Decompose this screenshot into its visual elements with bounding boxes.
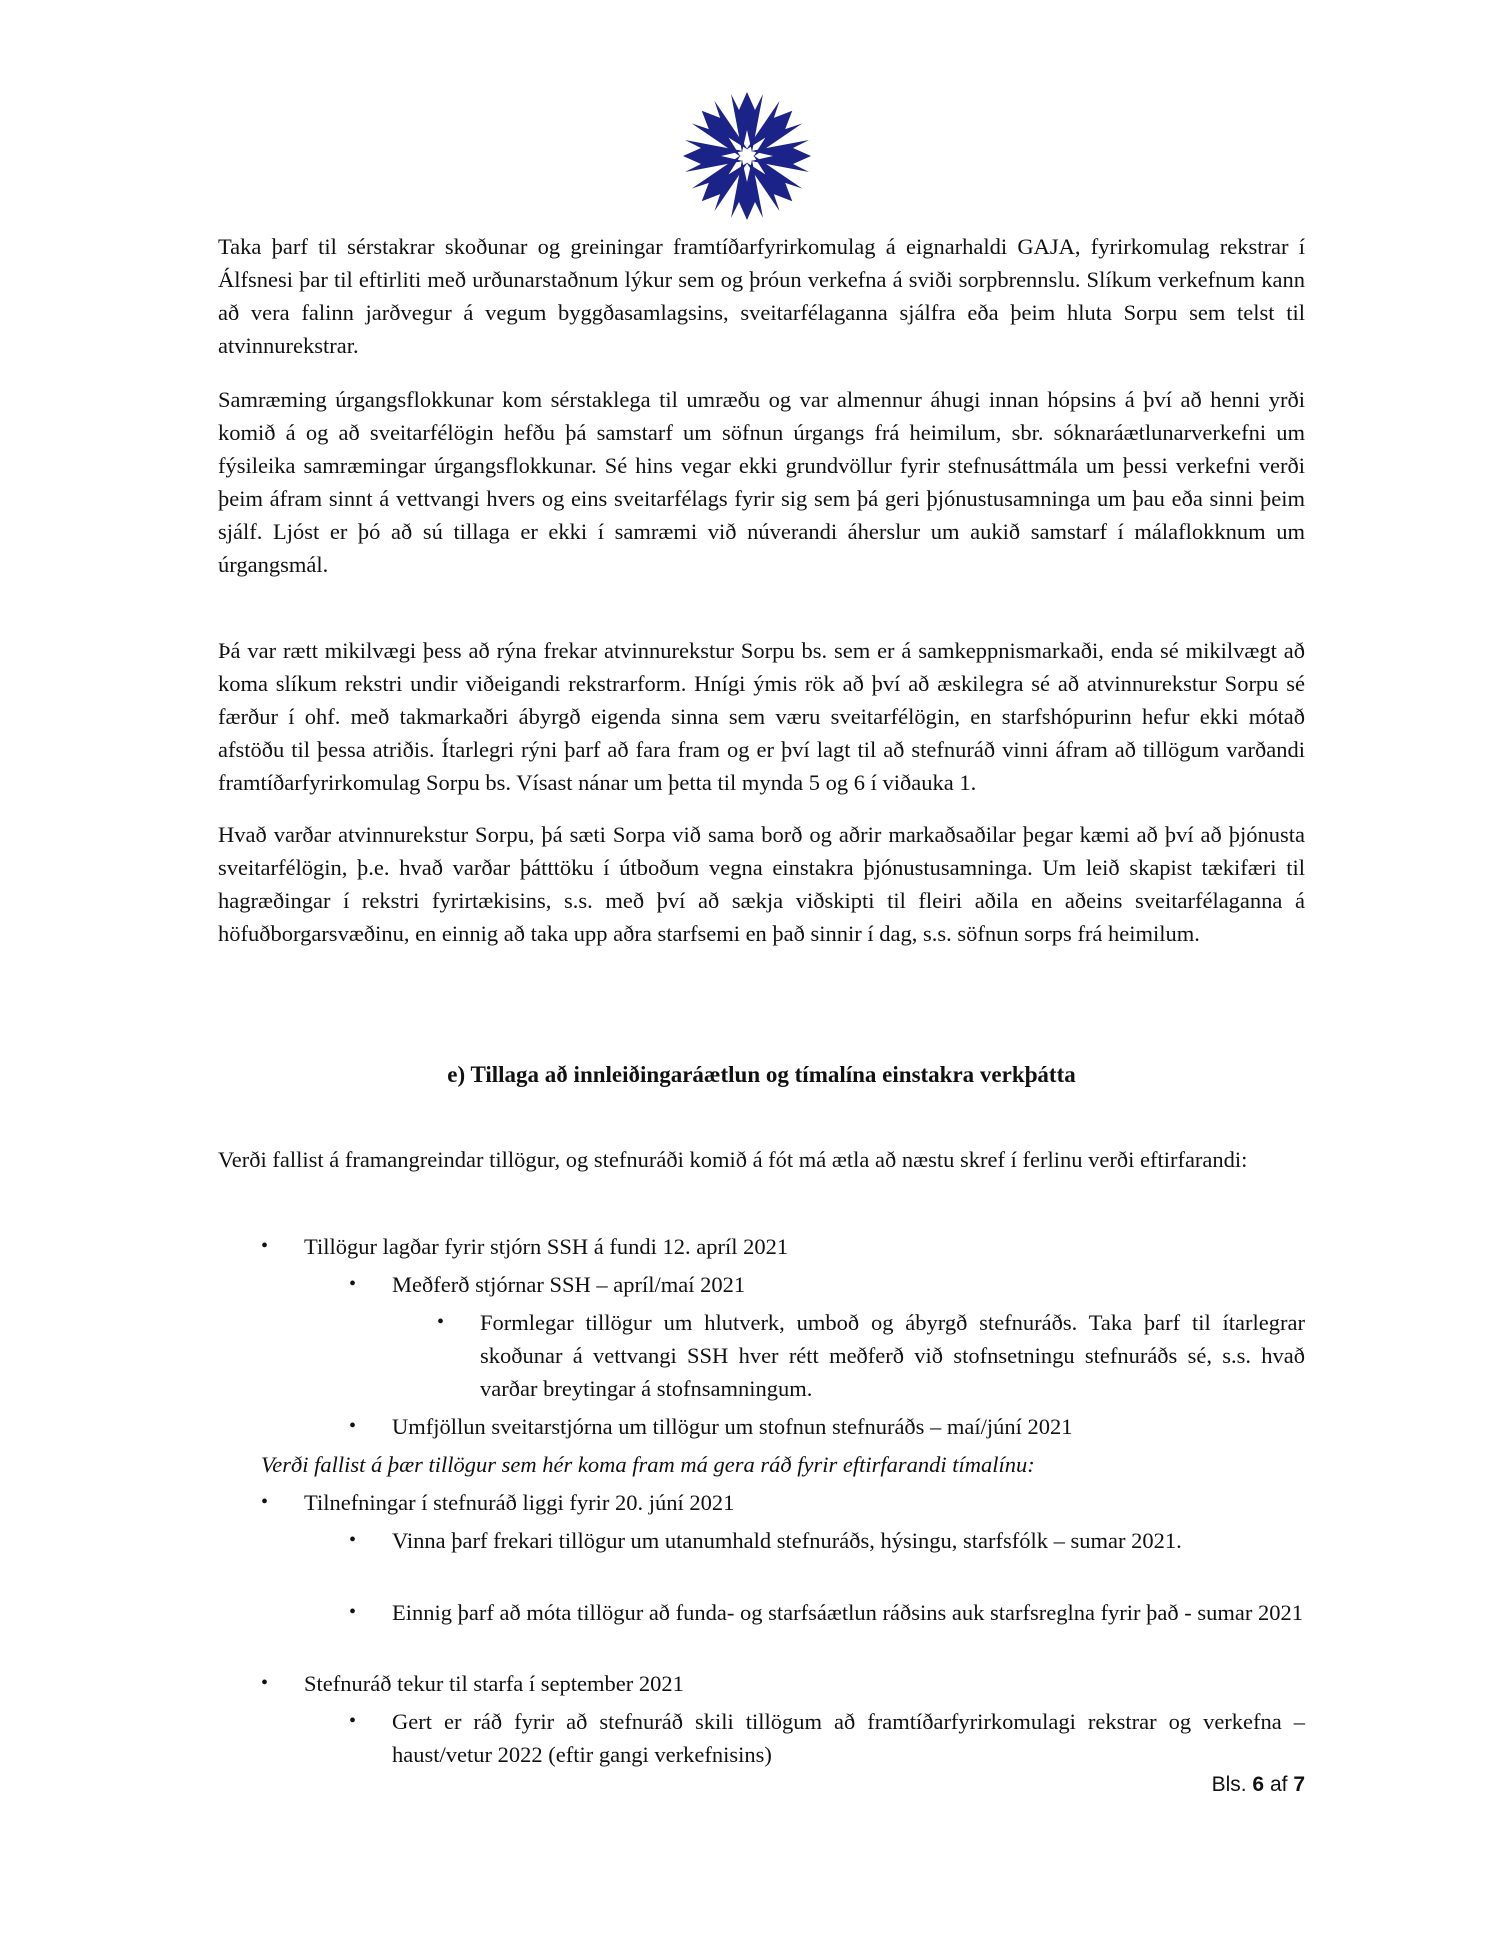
list-item: Formlegar tillögur um hlutverk, umboð og ábyrgð stefnuráðs. Taka þarf til ítarlegrar skoðunar á vettvangi SSH hver rétt meðferð við stofnsetningu stefnuráðs sé, s.s. hvað varðar breytingar á stofnsamningum. [480, 1310, 1305, 1401]
section-heading: e) Tillaga að innleiðingaráætlun og tímalína einstakra verkþátta [447, 1062, 1076, 1087]
italic-note: Verði fallist á þær tillögur sem hér koma fram má gera ráð fyrir eftirfarandi tímalínu: [261, 1452, 1035, 1477]
bullet-icon: • [349, 1415, 357, 1437]
list-item: Tilnefningar í stefnuráð liggi fyrir 20. júní 2021 [304, 1490, 735, 1515]
intro-paragraph: Verði fallist á framangreindar tillögur, og stefnuráði komið á fót má ætla að næstu skref í ferlinu verði eftirfarandi: [218, 1147, 1248, 1172]
star-logo [682, 90, 812, 222]
list-item: Gert er ráð fyrir að stefnuráð skili tillögum að framtíðarfyrirkomulagi rekstrar og verkefna – haust/vetur 2022 (eftir gangi verkefnisins) [392, 1709, 1305, 1767]
bullet-icon: • [261, 1672, 269, 1694]
bullet-icon: • [437, 1311, 445, 1333]
bullet-icon: • [349, 1601, 357, 1623]
page-prefix: Bls. [1211, 1773, 1247, 1796]
total-pages: 7 [1293, 1773, 1305, 1796]
list-item: Umfjöllun sveitarstjórna um tillögur um stofnun stefnuráðs – maí/júní 2021 [392, 1414, 1073, 1439]
bullet-icon: • [349, 1273, 357, 1295]
list-item: Meðferð stjórnar SSH – apríl/maí 2021 [392, 1272, 746, 1297]
paragraph-4: Hvað varðar atvinnurekstur Sorpu, þá sæti Sorpa við sama borð og aðrir markaðsaðilar þegar kæmi að því að þjónusta sveitarfélögin, þ.e. hvað varðar þátttöku í útboðum vegna einstakra þjónustusamninga. Um leið skapist tækifæri til hagræðingar í rekstri fyrirtækisins, s.s. með því að sækja viðskipti til fleiri aðila en aðeins sveitarfélaganna á höfuðborgarsvæðinu, en einnig að taka upp aðra starfsemi en það sinnir í dag, s.s. söfnun sorps frá heimilum. [218, 822, 1305, 946]
bullet-icon: • [349, 1529, 357, 1551]
list-item: Einnig þarf að móta tillögur að funda- og starfsáætlun ráðsins auk starfsreglna fyrir það - sumar 2021 [392, 1600, 1304, 1625]
current-page: 6 [1252, 1773, 1265, 1796]
list-item: Tillögur lagðar fyrir stjórn SSH á fundi 12. apríl 2021 [304, 1234, 789, 1259]
bullet-icon: • [261, 1235, 269, 1257]
page-number [1212, 1770, 1305, 1800]
bullet-icon: • [261, 1491, 269, 1513]
paragraph-2: Samræming úrgangsflokkunar kom sérstaklega til umræðu og var almennur áhugi innan hópsins á því að henni yrði komið á og að sveitarfélögin hefðu þá samstarf um söfnun úrgangs frá heimilum, sbr. sóknaráætlunarverkefni um fýsileika samræmingar úrgangsflokkunar. Sé hins vegar ekki grundvöllur fyrir stefnusáttmála um þessi verkefni verði þeim áfram sinnt á vettvangi hvers og eins sveitarfélags fyrir sig sem þá geri þjónustusamninga um þau eða sinni þeim sjálf. Ljóst er þó að sú tillaga er ekki í samræmi við núverandi áherslur um aukið samstarf í málaflokknum um úrgangsmál. [218, 387, 1305, 577]
list-item: Vinna þarf frekari tillögur um utanumhald stefnuráðs, hýsingu, starfsfólk – sumar 2021. [392, 1528, 1182, 1553]
paragraph-1: Taka þarf til sérstakrar skoðunar og greiningar framtíðarfyrirkomulag á eignarhaldi GAJA, fyrirkomulag rekstrar í Álfsnesi þar til eftirliti með urðunarstaðnum lýkur sem og þróun verkefna á sviði sorpbrennslu. Slíkum verkefnum kann að vera falinn jarðvegur á vegum byggðasamlagsins, sveitarfélaganna sjálfra eða þeim hluta Sorpu sem telst til atvinnurekstrar. [218, 234, 1305, 358]
bullet-icon: • [349, 1710, 357, 1732]
list-item: Stefnuráð tekur til starfa í september 2021 [304, 1671, 684, 1696]
paragraph-3: Þá var rætt mikilvægi þess að rýna frekar atvinnurekstur Sorpu bs. sem er á samkeppnismarkaði, enda sé mikilvægt að koma slíkum rekstri undir viðeigandi rekstrarform. Hnígi ýmis rök að því að æskilegra sé að atvinnurekstur Sorpu sé færður í ohf. með takmarkaðri ábyrgð eigenda sinna sem væru sveitarfélögin, en starfshópurinn hefur ekki mótað afstöðu til þessa atriðis. Ítarlegri rýni þarf að fara fram og er því lagt til að stefnuráð vinni áfram að tillögum varðandi framtíðarfyrirkomulag Sorpu bs. Vísast nánar um þetta til mynda 5 og 6 í viðauka 1. [218, 638, 1305, 795]
page-of: af [1269, 1773, 1288, 1796]
